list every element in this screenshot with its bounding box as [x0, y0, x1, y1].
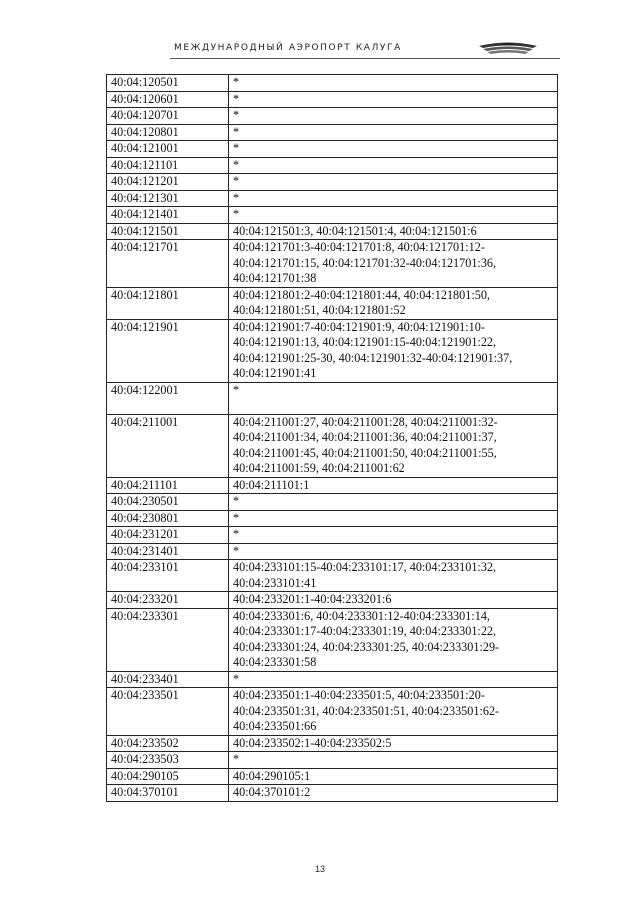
- table-row: [107, 414, 558, 477]
- cadastral-quarter-cell: 40:04:120801: [107, 124, 229, 141]
- cadastral-quarter-cell: 40:04:122001: [107, 382, 229, 414]
- parcel-list-cell: *: [229, 671, 558, 688]
- table-row: [107, 287, 558, 319]
- cadastral-quarter-cell: 40:04:121001: [107, 141, 229, 158]
- table-row: [107, 141, 558, 158]
- page-header: [170, 34, 560, 64]
- parcel-list-cell: 40:04:233201:1-40:04:233201:6: [229, 592, 558, 609]
- parcel-list-cell: 40:04:211101:1: [229, 477, 558, 494]
- parcel-list-cell: *: [229, 124, 558, 141]
- header-title: МЕЖДУНАРОДНЫЙ АЭРОПОРТ КАЛУГА: [174, 43, 402, 53]
- airport-logo-icon: [477, 37, 539, 59]
- parcel-list-cell: 40:04:121501:3, 40:04:121501:4, 40:04:121501:6: [229, 223, 558, 240]
- parcel-list-cell: *: [229, 190, 558, 207]
- parcel-list-cell: *: [229, 494, 558, 511]
- table-row: [107, 240, 558, 288]
- table-row: [107, 688, 558, 736]
- parcel-list-cell: 40:04:211001:27, 40:04:211001:28, 40:04:211001:32- 40:04:211001:34, 40:04:211001:36, 40:04:211001:37, 40:04:211001:45, 40:04:211001:50, 40:04:211001:55, 40:04:211001:59, 40:04:211001:62: [229, 414, 558, 477]
- cadastral-quarter-cell: 40:04:121101: [107, 157, 229, 174]
- cadastral-quarter-cell: 40:04:120701: [107, 108, 229, 125]
- cadastral-quarter-cell: 40:04:120601: [107, 91, 229, 108]
- table-row: [107, 75, 558, 92]
- cadastral-quarter-cell: 40:04:231401: [107, 543, 229, 560]
- cadastral-quarter-cell: 40:04:230501: [107, 494, 229, 511]
- table-row: [107, 608, 558, 671]
- header-divider: [170, 58, 560, 59]
- cadastral-quarter-cell: 40:04:233101: [107, 560, 229, 592]
- table-row: [107, 91, 558, 108]
- parcel-list-cell: 40:04:233101:15-40:04:233101:17, 40:04:233101:32, 40:04:233101:41: [229, 560, 558, 592]
- table-row: [107, 592, 558, 609]
- cadastral-quarter-cell: 40:04:233501: [107, 688, 229, 736]
- table-body: [107, 75, 558, 802]
- parcel-list-cell: *: [229, 75, 558, 92]
- table-row: [107, 207, 558, 224]
- parcel-list-cell: 40:04:233301:6, 40:04:233301:12-40:04:233301:14, 40:04:233301:17-40:04:233301:19, 40:04:233301:22, 40:04:233301:24, 40:04:233301:25, 40:04:233301:29- 40:04:233301:58: [229, 608, 558, 671]
- parcel-list-cell: *: [229, 141, 558, 158]
- table-row: [107, 477, 558, 494]
- parcel-list-cell: *: [229, 174, 558, 191]
- table-row: [107, 543, 558, 560]
- parcel-list-cell: 40:04:290105:1: [229, 768, 558, 785]
- table-row: [107, 223, 558, 240]
- cadastral-quarter-cell: 40:04:230801: [107, 510, 229, 527]
- cadastral-quarter-cell: 40:04:121901: [107, 319, 229, 382]
- page-number: 13: [314, 864, 325, 874]
- table-row: [107, 752, 558, 769]
- table-row: [107, 510, 558, 527]
- cadastral-quarter-cell: 40:04:121701: [107, 240, 229, 288]
- table-row: [107, 108, 558, 125]
- parcel-list-cell: *: [229, 91, 558, 108]
- table-row: [107, 382, 558, 414]
- parcel-list-cell: 40:04:121801:2-40:04:121801:44, 40:04:121801:50, 40:04:121801:51, 40:04:121801:52: [229, 287, 558, 319]
- table-row: [107, 494, 558, 511]
- cadastral-quarter-cell: 40:04:121201: [107, 174, 229, 191]
- parcel-list-cell: 40:04:121901:7-40:04:121901:9, 40:04:121901:10- 40:04:121901:13, 40:04:121901:15-40:04:121901:22, 40:04:121901:25-30, 40:04:121901:32-40:04:121901:37, 40:04:121901:41: [229, 319, 558, 382]
- parcel-list-cell: 40:04:233502:1-40:04:233502:5: [229, 735, 558, 752]
- table-row: [107, 190, 558, 207]
- parcel-list-cell: 40:04:233501:1-40:04:233501:5, 40:04:233501:20- 40:04:233501:31, 40:04:233501:51, 40:04:233501:62- 40:04:233501:66: [229, 688, 558, 736]
- table-row: [107, 157, 558, 174]
- cadastral-quarter-cell: 40:04:121801: [107, 287, 229, 319]
- parcel-list-cell: *: [229, 157, 558, 174]
- parcel-list-cell: 40:04:370101:2: [229, 785, 558, 802]
- cadastral-quarter-cell: 40:04:121501: [107, 223, 229, 240]
- table-row: [107, 671, 558, 688]
- table-row: [107, 785, 558, 802]
- cadastral-quarter-cell: 40:04:121401: [107, 207, 229, 224]
- cadastral-quarter-cell: 40:04:211101: [107, 477, 229, 494]
- parcel-list-cell: 40:04:121701:3-40:04:121701:8, 40:04:121701:12- 40:04:121701:15, 40:04:121701:32-40:04:121701:36, 40:04:121701:38: [229, 240, 558, 288]
- cadastral-quarter-cell: 40:04:290105: [107, 768, 229, 785]
- cadastral-quarter-cell: 40:04:233301: [107, 608, 229, 671]
- parcel-list-cell: *: [229, 527, 558, 544]
- parcel-list-cell: *: [229, 108, 558, 125]
- cadastral-quarter-cell: 40:04:370101: [107, 785, 229, 802]
- cadastral-quarter-cell: 40:04:233502: [107, 735, 229, 752]
- table-row: [107, 768, 558, 785]
- table-row: [107, 124, 558, 141]
- cadastral-quarter-cell: 40:04:233503: [107, 752, 229, 769]
- parcel-list-cell: *: [229, 543, 558, 560]
- cadastral-quarter-cell: 40:04:231201: [107, 527, 229, 544]
- cadastral-quarter-cell: 40:04:120501: [107, 75, 229, 92]
- cadastral-table: [106, 74, 558, 802]
- cadastral-quarter-cell: 40:04:211001: [107, 414, 229, 477]
- table-row: [107, 527, 558, 544]
- table-row: [107, 319, 558, 382]
- cadastral-quarter-cell: 40:04:233401: [107, 671, 229, 688]
- parcel-list-cell: *: [229, 207, 558, 224]
- parcel-list-cell: *: [229, 510, 558, 527]
- table-row: [107, 735, 558, 752]
- table-row: [107, 560, 558, 592]
- parcel-list-cell: *: [229, 752, 558, 769]
- cadastral-quarter-cell: 40:04:233201: [107, 592, 229, 609]
- table-row: [107, 174, 558, 191]
- parcel-list-cell: *: [229, 382, 558, 414]
- cadastral-quarter-cell: 40:04:121301: [107, 190, 229, 207]
